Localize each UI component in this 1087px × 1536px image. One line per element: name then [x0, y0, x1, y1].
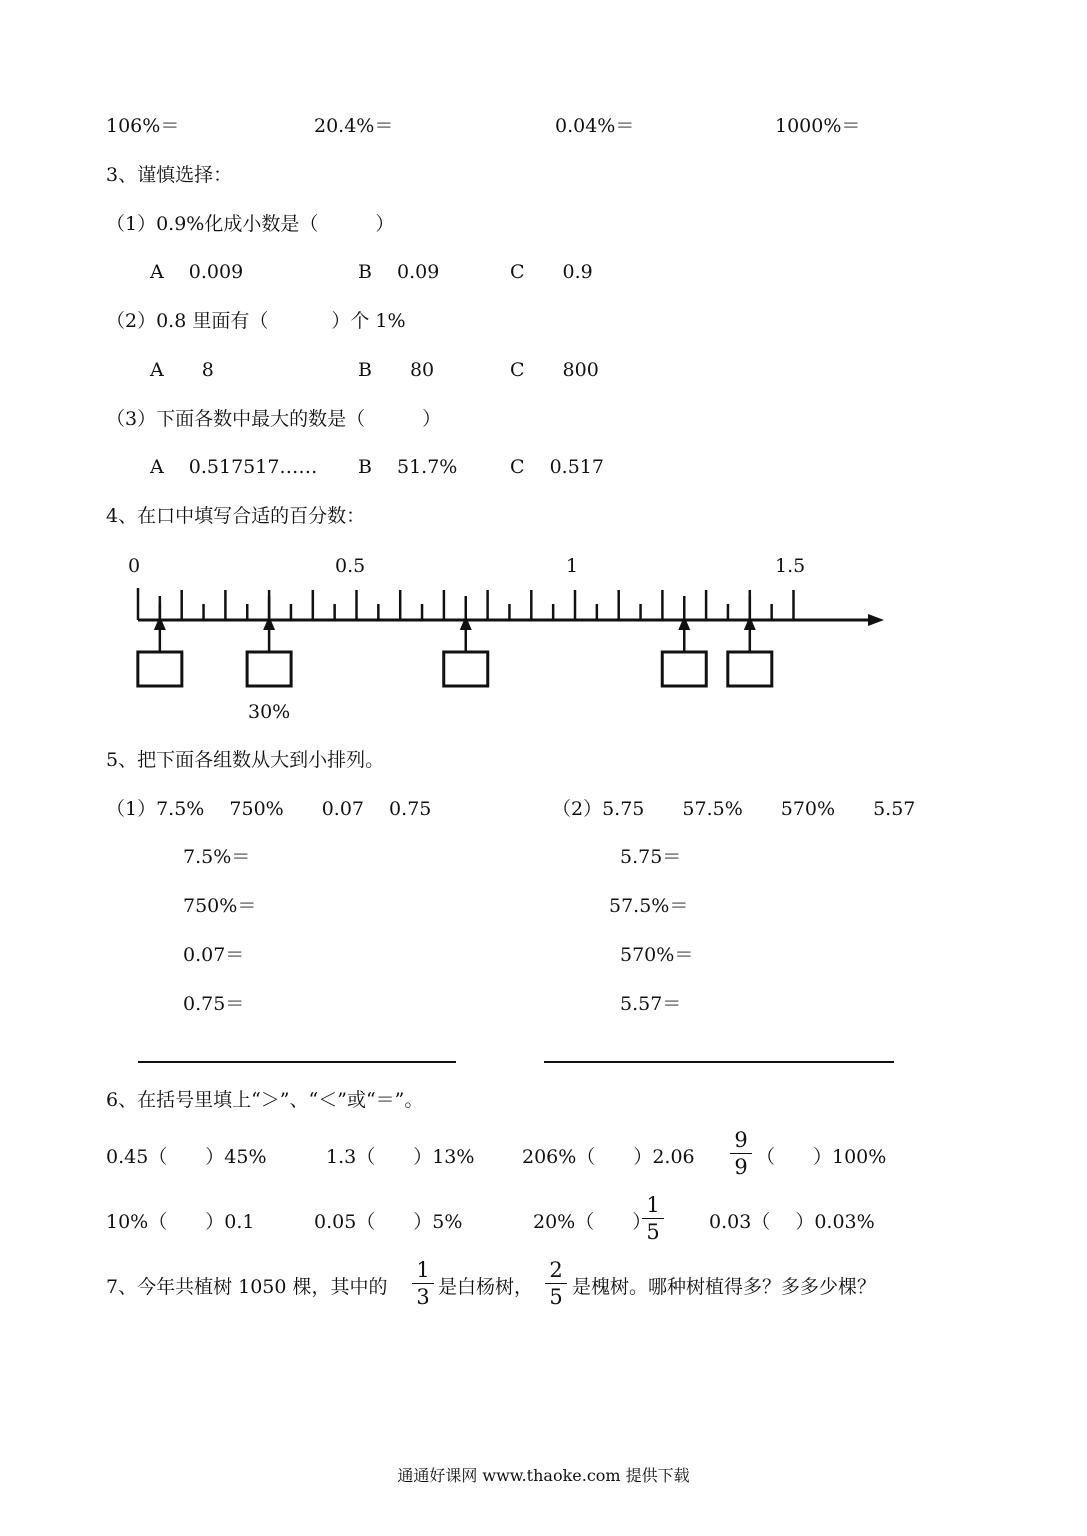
answer-box-2[interactable] [247, 652, 291, 686]
fraction-one-fifth [640, 1193, 666, 1244]
q3-option-1c: C 0.9 [510, 261, 593, 283]
q5-title: 5、把下面各组数从大到小排列。 [106, 749, 385, 771]
q5-g2-row-4: 5.57＝ [620, 993, 682, 1015]
tick-label-0: 0 [128, 555, 141, 577]
fraction-denominator: 5 [549, 1285, 563, 1309]
q5-g1-row-2: 750%＝ [183, 895, 257, 917]
number-line [0, 0, 1087, 760]
q5-g2-row-3: 570%＝ [620, 944, 694, 966]
answer-box-4[interactable] [662, 652, 706, 686]
q5-group2-header: （2）5.75 57.5% 570% 5.57 [552, 798, 916, 820]
q6-compare-7: 20%（ ） [533, 1211, 652, 1233]
pointer-arrow-head [678, 616, 690, 630]
pointer-arrow-head [744, 616, 756, 630]
answer-line-2 [544, 1061, 894, 1063]
q3-option-1b: B 0.09 [358, 261, 440, 283]
tick-label-0-5: 0.5 [335, 555, 366, 577]
q3-option-2a: A 8 [150, 359, 214, 381]
q6-compare-5: 10%（ ）0.1 [106, 1211, 255, 1233]
q3-question-1: （1）0.9%化成小数是（ ） [106, 213, 395, 235]
q6-compare-6: 0.05（ ）5% [314, 1211, 463, 1233]
q5-group1-header: （1）7.5% 750% 0.07 0.75 [106, 798, 432, 820]
fraction-one-third [410, 1258, 436, 1309]
q5-g1-row-4: 0.75＝ [183, 993, 245, 1015]
fraction-bar [412, 1283, 434, 1284]
number-line-ticks [138, 588, 884, 626]
answer-box-5[interactable] [728, 652, 772, 686]
fraction-numerator: 1 [646, 1193, 660, 1217]
fraction-denominator: 5 [646, 1220, 660, 1244]
q6-title: 6、在括号里填上“＞”、“＜”或“＝”。 [106, 1089, 424, 1111]
q6-compare-8: 0.03（ ）0.03% [709, 1211, 875, 1233]
q2-expr-3: 0.04%＝ [555, 115, 635, 137]
q7-text-2: 是白杨树， [438, 1276, 534, 1298]
pointer-arrow-head [154, 616, 166, 630]
fraction-numerator: 9 [734, 1128, 748, 1152]
q7-text-1: 7、今年共植树 1050 棵，其中的 [106, 1276, 388, 1298]
axis-arrow-head [868, 614, 884, 626]
q5-g2-row-2: 57.5%＝ [609, 895, 689, 917]
q3-option-2b: B 80 [358, 359, 435, 381]
q4-title: 4、在口中填写合适的百分数： [106, 505, 366, 527]
answer-line-1 [138, 1061, 456, 1063]
pointer-arrow-head [460, 616, 472, 630]
q3-option-3b: B 51.7% [358, 456, 458, 478]
q2-expr-1: 106%＝ [106, 115, 180, 137]
q3-option-3a: A 0.517517…… [150, 456, 318, 478]
answer-box-1[interactable] [138, 652, 182, 686]
q2-expr-4: 1000%＝ [775, 115, 861, 137]
q3-question-2: （2）0.8 里面有（ ）个 1% [106, 310, 406, 332]
q2-expr-2: 20.4%＝ [314, 115, 394, 137]
tick-label-1: 1 [566, 555, 579, 577]
q6-compare-1: 0.45（ ）45% [106, 1146, 267, 1168]
q5-g2-row-1: 5.75＝ [620, 846, 682, 868]
answer-box-3[interactable] [444, 652, 488, 686]
fraction-denominator: 9 [734, 1155, 748, 1179]
page-footer: 通通好课网 www.thaoke.com 提供下载 [397, 1466, 690, 1485]
q6-compare-3: 206%（ ）2.06 [522, 1146, 695, 1168]
fraction-two-fifths [543, 1258, 569, 1309]
q7-text-3: 是槐树。哪种树植得多？多多少棵？ [572, 1276, 877, 1298]
fraction-denominator: 3 [416, 1285, 430, 1309]
q3-title: 3、谨慎选择： [106, 164, 233, 186]
fraction-numerator: 1 [416, 1258, 430, 1282]
fraction-bar [730, 1153, 752, 1154]
q3-question-3: （3）下面各数中最大的数是（ ） [106, 408, 442, 430]
pointer-arrow-head [263, 616, 275, 630]
fraction-bar [545, 1283, 567, 1284]
q5-g1-row-3: 0.07＝ [183, 944, 245, 966]
q6-compare-4-tail: （ ）100% [756, 1146, 887, 1168]
fraction-bar [642, 1218, 664, 1219]
number-line-pointers [138, 596, 772, 686]
q6-compare-2: 1.3（ ）13% [326, 1146, 475, 1168]
q3-option-3c: C 0.517 [510, 456, 604, 478]
q5-g1-row-1: 7.5%＝ [183, 846, 251, 868]
fraction-numerator: 2 [549, 1258, 563, 1282]
tick-label-1-5: 1.5 [775, 555, 806, 577]
q3-option-1a: A 0.009 [150, 261, 244, 283]
fraction-nine-ninths [728, 1128, 754, 1179]
q3-option-2c: C 800 [510, 359, 599, 381]
box-answer-30: 30% [248, 701, 291, 723]
